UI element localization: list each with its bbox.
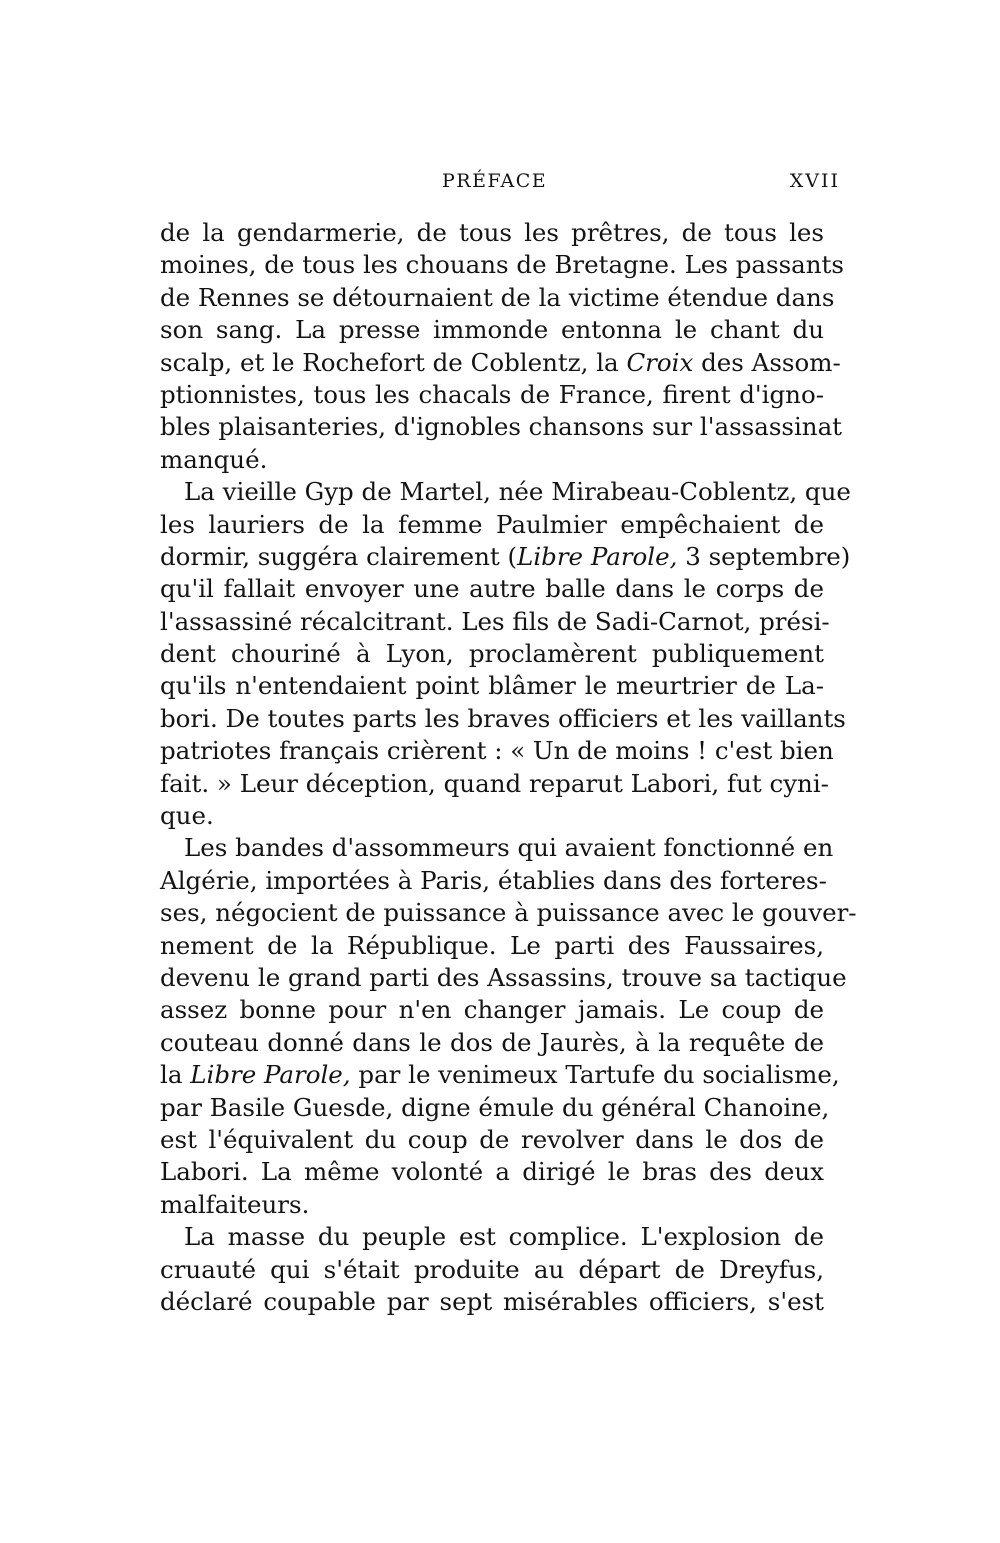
text-line <box>160 347 841 379</box>
text-line: moines, de tous les chouans de Bretagne. Les passants <box>160 250 844 280</box>
text-line: nement de la République. Le parti des Faussaires, <box>160 930 824 960</box>
text-line: ses, négocient de puissance à puissance avec le gouver- <box>160 898 857 928</box>
text-line: que. <box>160 801 214 831</box>
text-line: son sang. La presse immonde entonna le chant du <box>160 315 824 345</box>
text-line: par Basile Guesde, digne émule du général Chanoine, <box>160 1092 830 1122</box>
text-line: Algérie, importées à Paris, établies dans des forteres- <box>160 865 827 895</box>
text-line: La masse du peuple est complice. L'explosion de <box>184 1222 824 1252</box>
italic-title: Libre Parole, <box>517 541 678 571</box>
text-line: La vieille Gyp de Martel, née Mirabeau-Coblentz, que <box>184 477 851 507</box>
text-line: bles plaisanteries, d'ignobles chansons sur l'assassinat <box>160 412 843 442</box>
text-line: dent chouriné à Lyon, proclamèrent publiquement <box>160 639 824 669</box>
text-line: manqué. <box>160 444 268 474</box>
text-segment: des Assom- <box>693 347 841 377</box>
text-line <box>160 1059 840 1091</box>
text-line: qu'ils n'entendaient point blâmer le meurtrier de La- <box>160 671 824 701</box>
text-line: de Rennes se détournaient de la victime étendue dans <box>160 282 835 312</box>
text-line: qu'il fallait envoyer une autre balle dans le corps de <box>160 574 824 604</box>
italic-title: Libre Parole, <box>190 1060 351 1090</box>
text-line: est l'équivalent du coup de revolver dans le dos de <box>160 1124 824 1154</box>
text-line <box>160 541 851 573</box>
text-line: cruauté qui s'était produite au départ de Dreyfus, <box>160 1254 824 1284</box>
text-line: devenu le grand parti des Assassins, trouve sa tactique <box>160 962 847 992</box>
text-line: Les bandes d'assommeurs qui avaient fonctionné en <box>184 833 834 863</box>
running-head <box>160 170 840 200</box>
text-segment: par le venimeux Tartufe du socialisme, <box>350 1060 840 1090</box>
text-segment: 3 septembre) <box>677 541 851 571</box>
text-line: assez bonne pour n'en changer jamais. Le coup de <box>160 995 824 1025</box>
text-segment: scalp, et le Rochefort de Coblentz, la <box>160 347 627 377</box>
text-line: déclaré coupable par sept misérables officiers, s'est <box>160 1286 824 1316</box>
text-line: couteau donné dans le dos de Jaurès, à la requête de <box>160 1027 824 1057</box>
body-text <box>160 217 857 1318</box>
text-line: l'assassiné récalcitrant. Les fils de Sadi-Carnot, prési- <box>160 606 830 636</box>
text-line: malfaiteurs. <box>160 1189 310 1219</box>
text-segment: dormir, suggéra clairement ( <box>160 541 518 571</box>
text-line: les lauriers de la femme Paulmier empêchaient de <box>160 509 824 539</box>
text-line: fait. » Leur déception, quand reparut Labori, fut cyni- <box>160 768 829 798</box>
text-line: patriotes français crièrent : « Un de moins ! c'est bien <box>160 736 834 766</box>
text-segment: la <box>160 1060 191 1090</box>
text-line: de la gendarmerie, de tous les prêtres, de tous les <box>160 218 824 247</box>
page-number: XVII <box>789 170 840 192</box>
text-line: Labori. La même volonté a dirigé le bras des deux <box>160 1157 824 1187</box>
text-line: bori. De toutes parts les braves officiers et les vaillants <box>160 703 846 733</box>
running-title: PRÉFACE <box>442 170 548 192</box>
text-line: ptionnistes, tous les chacals de France, firent d'igno- <box>160 379 824 409</box>
italic-title: Croix <box>626 347 694 377</box>
